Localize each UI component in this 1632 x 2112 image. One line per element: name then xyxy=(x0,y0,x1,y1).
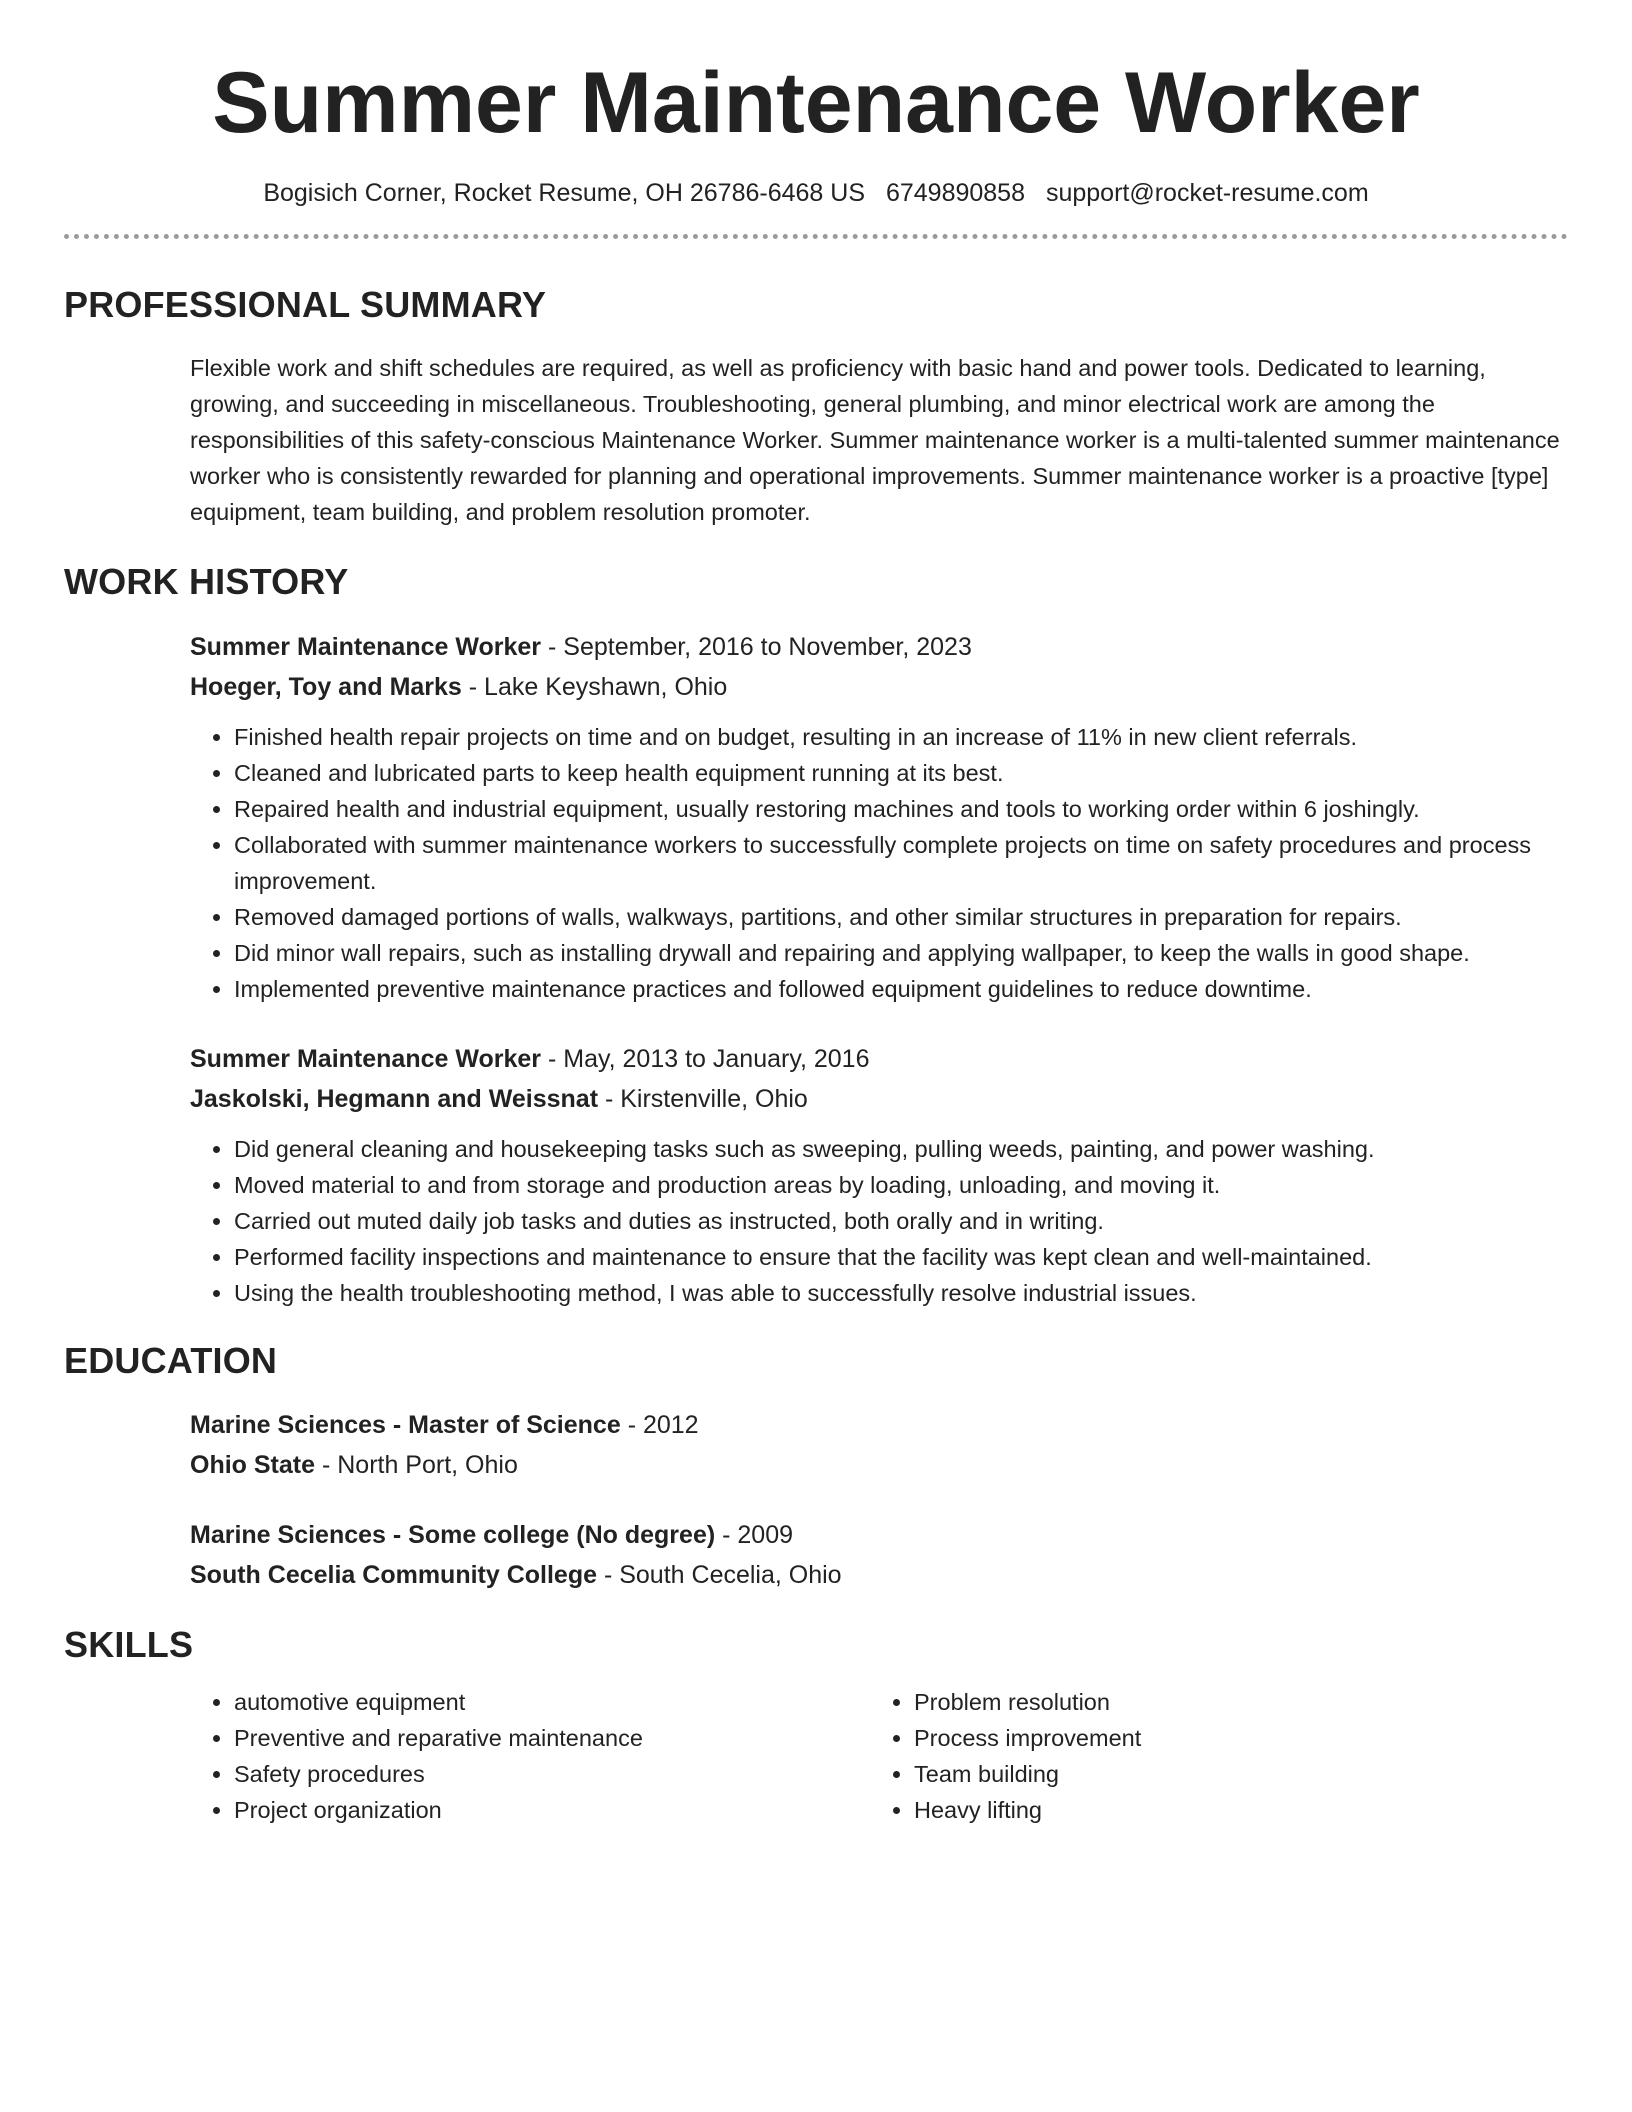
school-location: - South Cecelia, Ohio xyxy=(597,1560,842,1589)
job-location: - Lake Keyshawn, Ohio xyxy=(461,673,728,702)
candidate-name: Summer Maintenance Worker xyxy=(212,55,1420,151)
skill-item: • Process improvement xyxy=(914,1720,1550,1756)
contact-address: Bogisich Corner, Rocket Resume, OH 26786-6468 US xyxy=(263,179,865,207)
degree-line xyxy=(190,1405,1568,1445)
job-company-line xyxy=(190,667,1568,707)
job-company-line xyxy=(190,1079,1568,1119)
summary-section xyxy=(190,350,1568,530)
list-item: • Repaired health and industrial equipment, usually restoring machines and tools to working order within 6 joshingly. xyxy=(234,791,1568,827)
job-bullets xyxy=(190,719,1568,1007)
section-title-summary: PROFESSIONAL SUMMARY xyxy=(64,284,547,325)
job-entry xyxy=(190,1039,1568,1119)
job-dates: - September, 2016 to November, 2023 xyxy=(541,633,972,662)
job-role-line xyxy=(190,627,1568,667)
education-entry xyxy=(190,1405,1568,1485)
summary-text: Flexible work and shift schedules are required, as well as proficiency with basic hand and power tools. Dedicated to learning, growing, and succeeding in miscellaneous. Troubleshooting, general plumbing, and minor electrical work are among the responsibilities of this safety-conscious Maintenance Worker. Summer maintenance worker is a multi-talented summer maintenance worker who is consistently rewarded for planning and operational improvements. Summer maintenance worker is a proactive [type] equipment, team building, and problem resolution promoter. xyxy=(190,355,1560,526)
job-dates: - May, 2013 to January, 2016 xyxy=(541,1045,870,1074)
degree-year: - 2012 xyxy=(620,1410,699,1439)
list-item: • Performed facility inspections and maintenance to ensure that the facility was kept clean and well-maintained. xyxy=(234,1239,1568,1275)
list-item: • Cleaned and lubricated parts to keep health equipment running at its best. xyxy=(234,755,1568,791)
school-location: - North Port, Ohio xyxy=(315,1450,518,1479)
skill-item: • Problem resolution xyxy=(914,1684,1550,1720)
contact-phone: 6749890858 xyxy=(885,179,1025,207)
list-item: • Implemented preventive maintenance practices and followed equipment guidelines to reduce downtime. xyxy=(234,971,1568,1007)
work-history-section xyxy=(190,627,1568,1311)
job-role: Summer Maintenance Worker xyxy=(190,633,542,662)
job-bullets xyxy=(190,1131,1568,1311)
header-divider xyxy=(64,234,1568,239)
list-item: • Finished health repair projects on time and on budget, resulting in an increase of 11% in new client referrals. xyxy=(234,719,1568,755)
school-line xyxy=(190,1445,1568,1485)
school: South Cecelia Community College xyxy=(190,1560,598,1589)
skill-item: • automotive equipment xyxy=(234,1684,870,1720)
degree-line xyxy=(190,1515,1568,1555)
job-company: Jaskolski, Hegmann and Weissnat xyxy=(190,1085,599,1114)
skill-item: • Project organization xyxy=(234,1792,870,1828)
list-item: • Did general cleaning and housekeeping tasks such as sweeping, pulling weeds, painting, and power washing. xyxy=(234,1131,1568,1167)
list-item: • Using the health troubleshooting method, I was able to successfully resolve industrial issues. xyxy=(234,1275,1568,1311)
contact-line xyxy=(64,178,1568,208)
job-role: Summer Maintenance Worker xyxy=(190,1045,542,1074)
section-title-work-history: WORK HISTORY xyxy=(64,561,349,603)
education-entry xyxy=(190,1515,1568,1595)
skills-list-left xyxy=(190,1684,870,1828)
section-title-education: EDUCATION xyxy=(64,1340,278,1382)
list-item: • Collaborated with summer maintenance workers to successfully complete projects on time on safety procedures and process improvement. xyxy=(234,827,1568,899)
job-location: - Kirstenville, Ohio xyxy=(598,1085,808,1114)
education-section xyxy=(190,1405,1568,1595)
school-line xyxy=(190,1555,1568,1595)
resume-header xyxy=(64,55,1568,208)
job-company: Hoeger, Toy and Marks xyxy=(190,673,462,702)
degree: Marine Sciences - Some college (No degree) xyxy=(190,1520,716,1549)
skill-item: • Safety procedures xyxy=(234,1756,870,1792)
school: Ohio State xyxy=(190,1450,316,1479)
job-role-line xyxy=(190,1039,1568,1079)
contact-email: support@rocket-resume.com xyxy=(1045,179,1369,207)
degree: Marine Sciences - Master of Science xyxy=(190,1410,621,1439)
skills-section xyxy=(190,1684,1568,1828)
list-item: • Removed damaged portions of walls, walkways, partitions, and other similar structures in preparation for repairs. xyxy=(234,899,1568,935)
degree-year: - 2009 xyxy=(715,1520,794,1549)
skills-list-right xyxy=(870,1684,1550,1828)
list-item: • Carried out muted daily job tasks and duties as instructed, both orally and in writing. xyxy=(234,1203,1568,1239)
skill-item: • Heavy lifting xyxy=(914,1792,1550,1828)
list-item: • Moved material to and from storage and production areas by loading, unloading, and moving it. xyxy=(234,1167,1568,1203)
job-entry xyxy=(190,627,1568,707)
skill-item: • Preventive and reparative maintenance xyxy=(234,1720,870,1756)
section-title-skills: SKILLS xyxy=(64,1623,194,1665)
list-item: • Did minor wall repairs, such as installing drywall and repairing and applying wallpaper, to keep the walls in good shape. xyxy=(234,935,1568,971)
skill-item: • Team building xyxy=(914,1756,1550,1792)
